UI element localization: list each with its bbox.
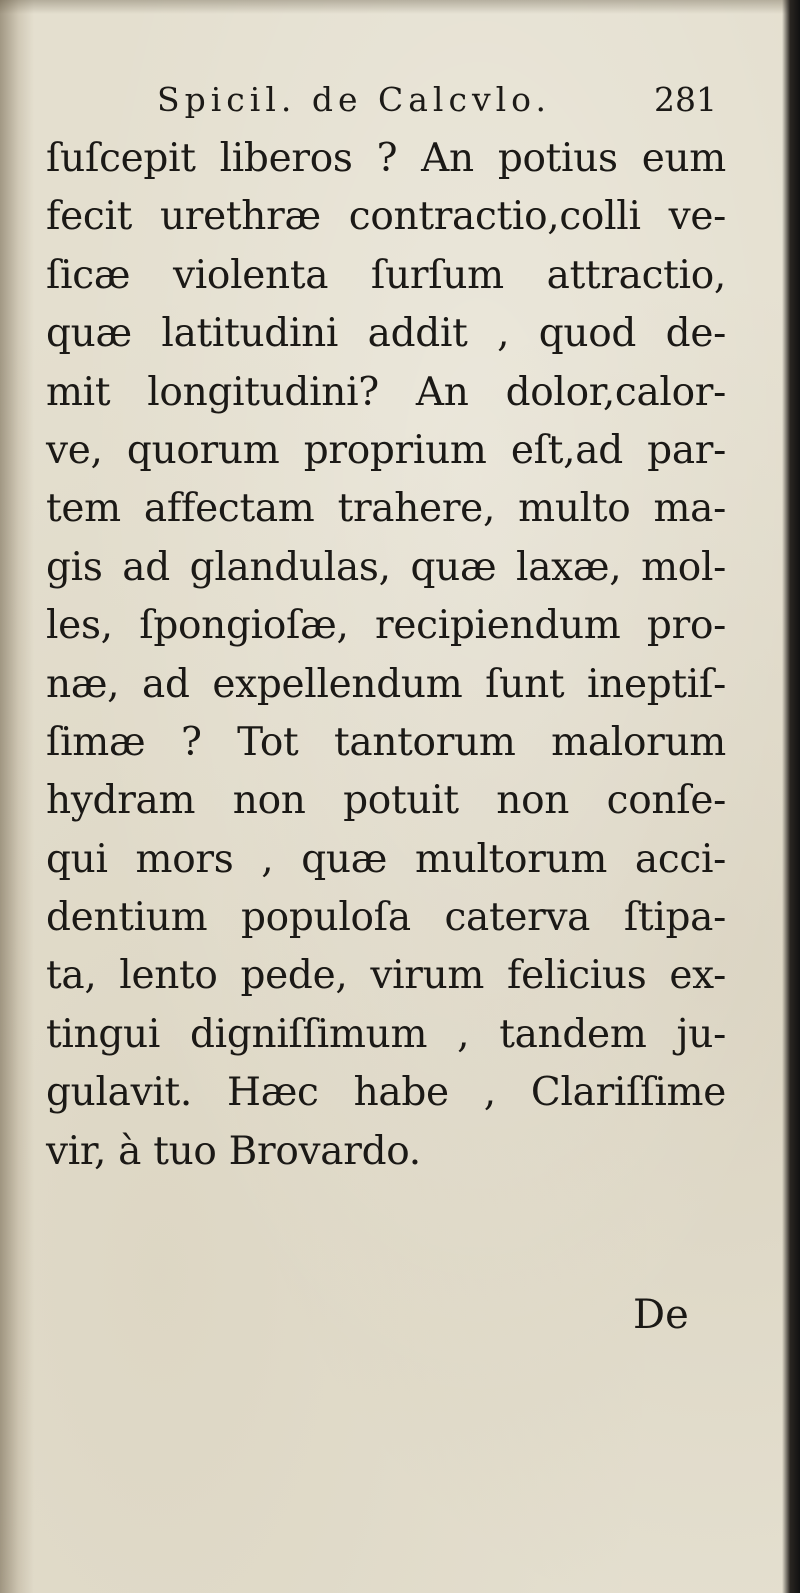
text-line: qui mors , quæ multorum acci- [46, 836, 726, 882]
text-line: næ, ad expellendum ſunt ineptiſ- [46, 661, 726, 707]
text-line: ſimæ ? Tot tantorum malorum [46, 719, 726, 765]
body-text [46, 130, 726, 1181]
page-edge [782, 0, 800, 1593]
text-line: dentium populoſa caterva ſtipa- [46, 895, 726, 941]
text-line: tingui digniſſimum , tandem ju- [46, 1011, 726, 1057]
text-line: ſicæ violenta ſurſum attractio, [46, 252, 726, 298]
text-line: quæ latitudini addit , quod de- [46, 311, 726, 357]
gutter-shadow [0, 0, 34, 1593]
top-edge-shadow [0, 0, 800, 14]
text-line: fecit urethræ contractio,colli ve- [46, 194, 726, 240]
text-line: hydram non potuit non conſe- [46, 778, 726, 824]
text-line: mit longitudini? An dolor,calor- [46, 369, 726, 415]
text-line: ta, lento pede, virum felicius ex- [46, 953, 726, 999]
text-line: les, ſpongioſæ, recipiendum pro- [46, 603, 726, 649]
text-line: gis ad glandulas, quæ laxæ, mol- [46, 544, 726, 590]
text-line: ve, quorum proprium eſt,ad par- [46, 427, 726, 473]
running-head: Spicil. de Calcvlo. [157, 80, 551, 119]
page-header [157, 80, 717, 132]
text-line: gulavit. Hæc habe , Clariſſime [46, 1070, 726, 1116]
text-line: ſuſcepit liberos ? An potius eum [46, 136, 726, 181]
text-line: tem affectam trahere, multo ma- [46, 486, 726, 532]
catchword: De [633, 1292, 689, 1338]
text-line: vir, à tuo Brovardo. [46, 1128, 421, 1174]
page-number: 281 [654, 80, 717, 119]
